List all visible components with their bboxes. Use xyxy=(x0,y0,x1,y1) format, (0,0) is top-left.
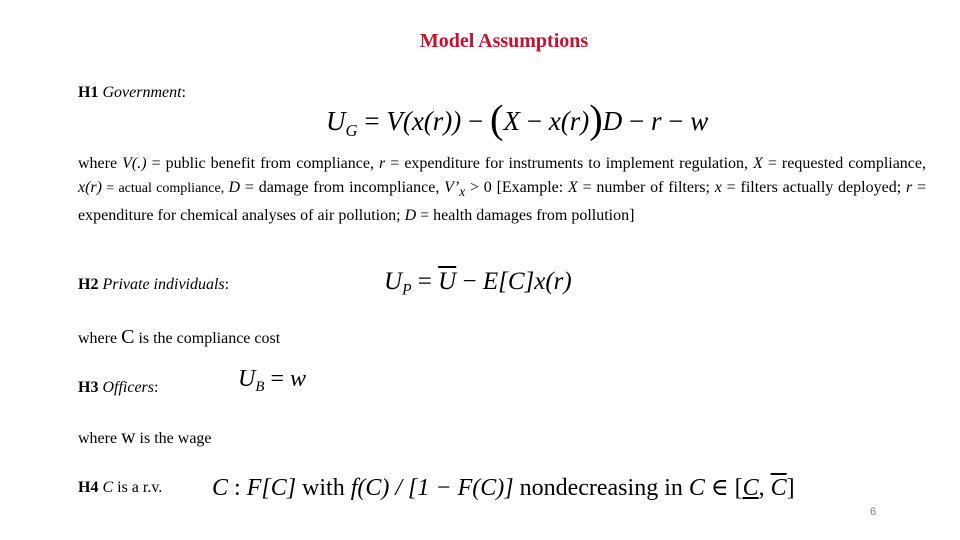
text: = requested compliance, xyxy=(762,155,927,172)
text: is the compliance cost xyxy=(134,330,281,347)
eq-in: ∈ [ xyxy=(704,475,743,501)
h3-description xyxy=(78,425,212,451)
h4-equation xyxy=(212,473,795,502)
h3-name: Officers xyxy=(102,379,154,396)
h4-number: H4 xyxy=(78,479,99,496)
var: X xyxy=(568,179,578,196)
h1-heading xyxy=(78,81,186,105)
eq-w: w xyxy=(690,106,709,136)
eq-with: with xyxy=(296,475,351,501)
eq-minus: − xyxy=(461,106,491,136)
var: D xyxy=(228,179,241,196)
var: V(.) xyxy=(122,155,147,172)
slide-title: Model Assumptions xyxy=(419,30,589,52)
eq-minus: − xyxy=(661,106,691,136)
eq-minus: − xyxy=(520,106,549,136)
eq-c-high: $\overline{C}$ xyxy=(770,475,787,501)
var: r xyxy=(905,179,913,196)
text: = filters actually deployed; xyxy=(721,179,906,196)
eq-c: C xyxy=(212,475,229,501)
text: = expenditure for instruments to implement regulation, xyxy=(385,155,754,172)
var: r xyxy=(379,155,386,172)
eq-f: F[C] xyxy=(246,475,297,501)
eq-v: V xyxy=(386,106,403,136)
eq-c-low: C xyxy=(742,475,759,501)
text: where xyxy=(78,430,122,447)
h3-number: H3 xyxy=(78,379,99,396)
text: = actual compliance, xyxy=(101,181,229,196)
eq-xr: x(r) xyxy=(548,106,590,136)
h1-equation xyxy=(326,96,709,142)
eq-rbracket: ] xyxy=(786,475,795,501)
var: C xyxy=(121,326,135,348)
h3-equation xyxy=(238,366,306,396)
eq-c: C xyxy=(688,475,705,501)
text: where xyxy=(78,330,122,347)
text: = health damages from pollution] xyxy=(416,207,635,225)
eq-minus: − xyxy=(622,106,651,136)
eq-minus: − xyxy=(456,268,483,295)
h2-equation xyxy=(384,268,572,299)
eq-w: w xyxy=(289,366,306,392)
page-number: 6 xyxy=(870,506,877,518)
eq-u: U xyxy=(326,106,346,136)
var: X xyxy=(753,155,763,172)
eq-equals: = xyxy=(357,106,387,136)
var: w xyxy=(121,426,136,448)
eq-r: r xyxy=(650,106,662,136)
eq-comma: , xyxy=(758,475,771,501)
h2-colon: : xyxy=(224,276,230,293)
h1-number: H1 xyxy=(78,84,99,101)
h3-heading xyxy=(78,376,158,400)
eq-d: D xyxy=(602,106,623,136)
h2-number: H2 xyxy=(78,276,99,293)
eq-rparen: ) xyxy=(589,96,603,142)
eq-xr: (x(r)) xyxy=(402,106,462,136)
h2-description xyxy=(78,325,280,351)
eq-sub-p: P xyxy=(402,281,412,299)
text: > 0 [Example: xyxy=(465,179,569,196)
eq-u: U xyxy=(238,366,256,392)
eq-sub-g: G xyxy=(345,120,358,140)
eq-u-bar: $\overline{U}$ xyxy=(438,268,457,295)
eq-nondecreasing: nondecreasing in xyxy=(513,475,689,501)
text: is the wage xyxy=(135,430,212,447)
h2-name: Private individuals xyxy=(102,276,225,293)
eq-sub-b: B xyxy=(255,379,265,396)
eq-expectation: E[C]x(r) xyxy=(482,268,572,295)
h4-text: is a r.v. xyxy=(113,479,163,496)
eq-lparen: ( xyxy=(490,96,504,142)
text: = damage from incompliance, xyxy=(240,179,445,196)
h2-heading xyxy=(78,273,229,297)
h1-colon: : xyxy=(181,84,186,101)
text: = number of filters; xyxy=(577,179,715,196)
eq-u: U xyxy=(384,268,403,295)
text: = public benefit from compliance, xyxy=(146,155,380,172)
eq-equals: = xyxy=(264,366,290,392)
h4-heading xyxy=(78,476,162,500)
text: where xyxy=(78,155,123,172)
h4-c: C xyxy=(102,479,114,496)
eq-hazard: f(C) / [1 − F(C)] xyxy=(350,475,514,501)
eq-colon: : xyxy=(228,475,247,501)
var: D xyxy=(404,207,417,225)
h1-description xyxy=(78,152,926,228)
text: = expenditure for chemical analyses of air pollution; xyxy=(78,179,927,225)
h3-colon: : xyxy=(154,379,159,396)
var: V’ xyxy=(444,179,460,196)
h1-name: Government xyxy=(102,84,182,101)
eq-equals: = xyxy=(411,268,439,295)
var: x(r) xyxy=(78,179,102,196)
var-sub: x xyxy=(459,184,466,200)
var: x xyxy=(714,179,722,196)
eq-x: X xyxy=(503,106,521,136)
